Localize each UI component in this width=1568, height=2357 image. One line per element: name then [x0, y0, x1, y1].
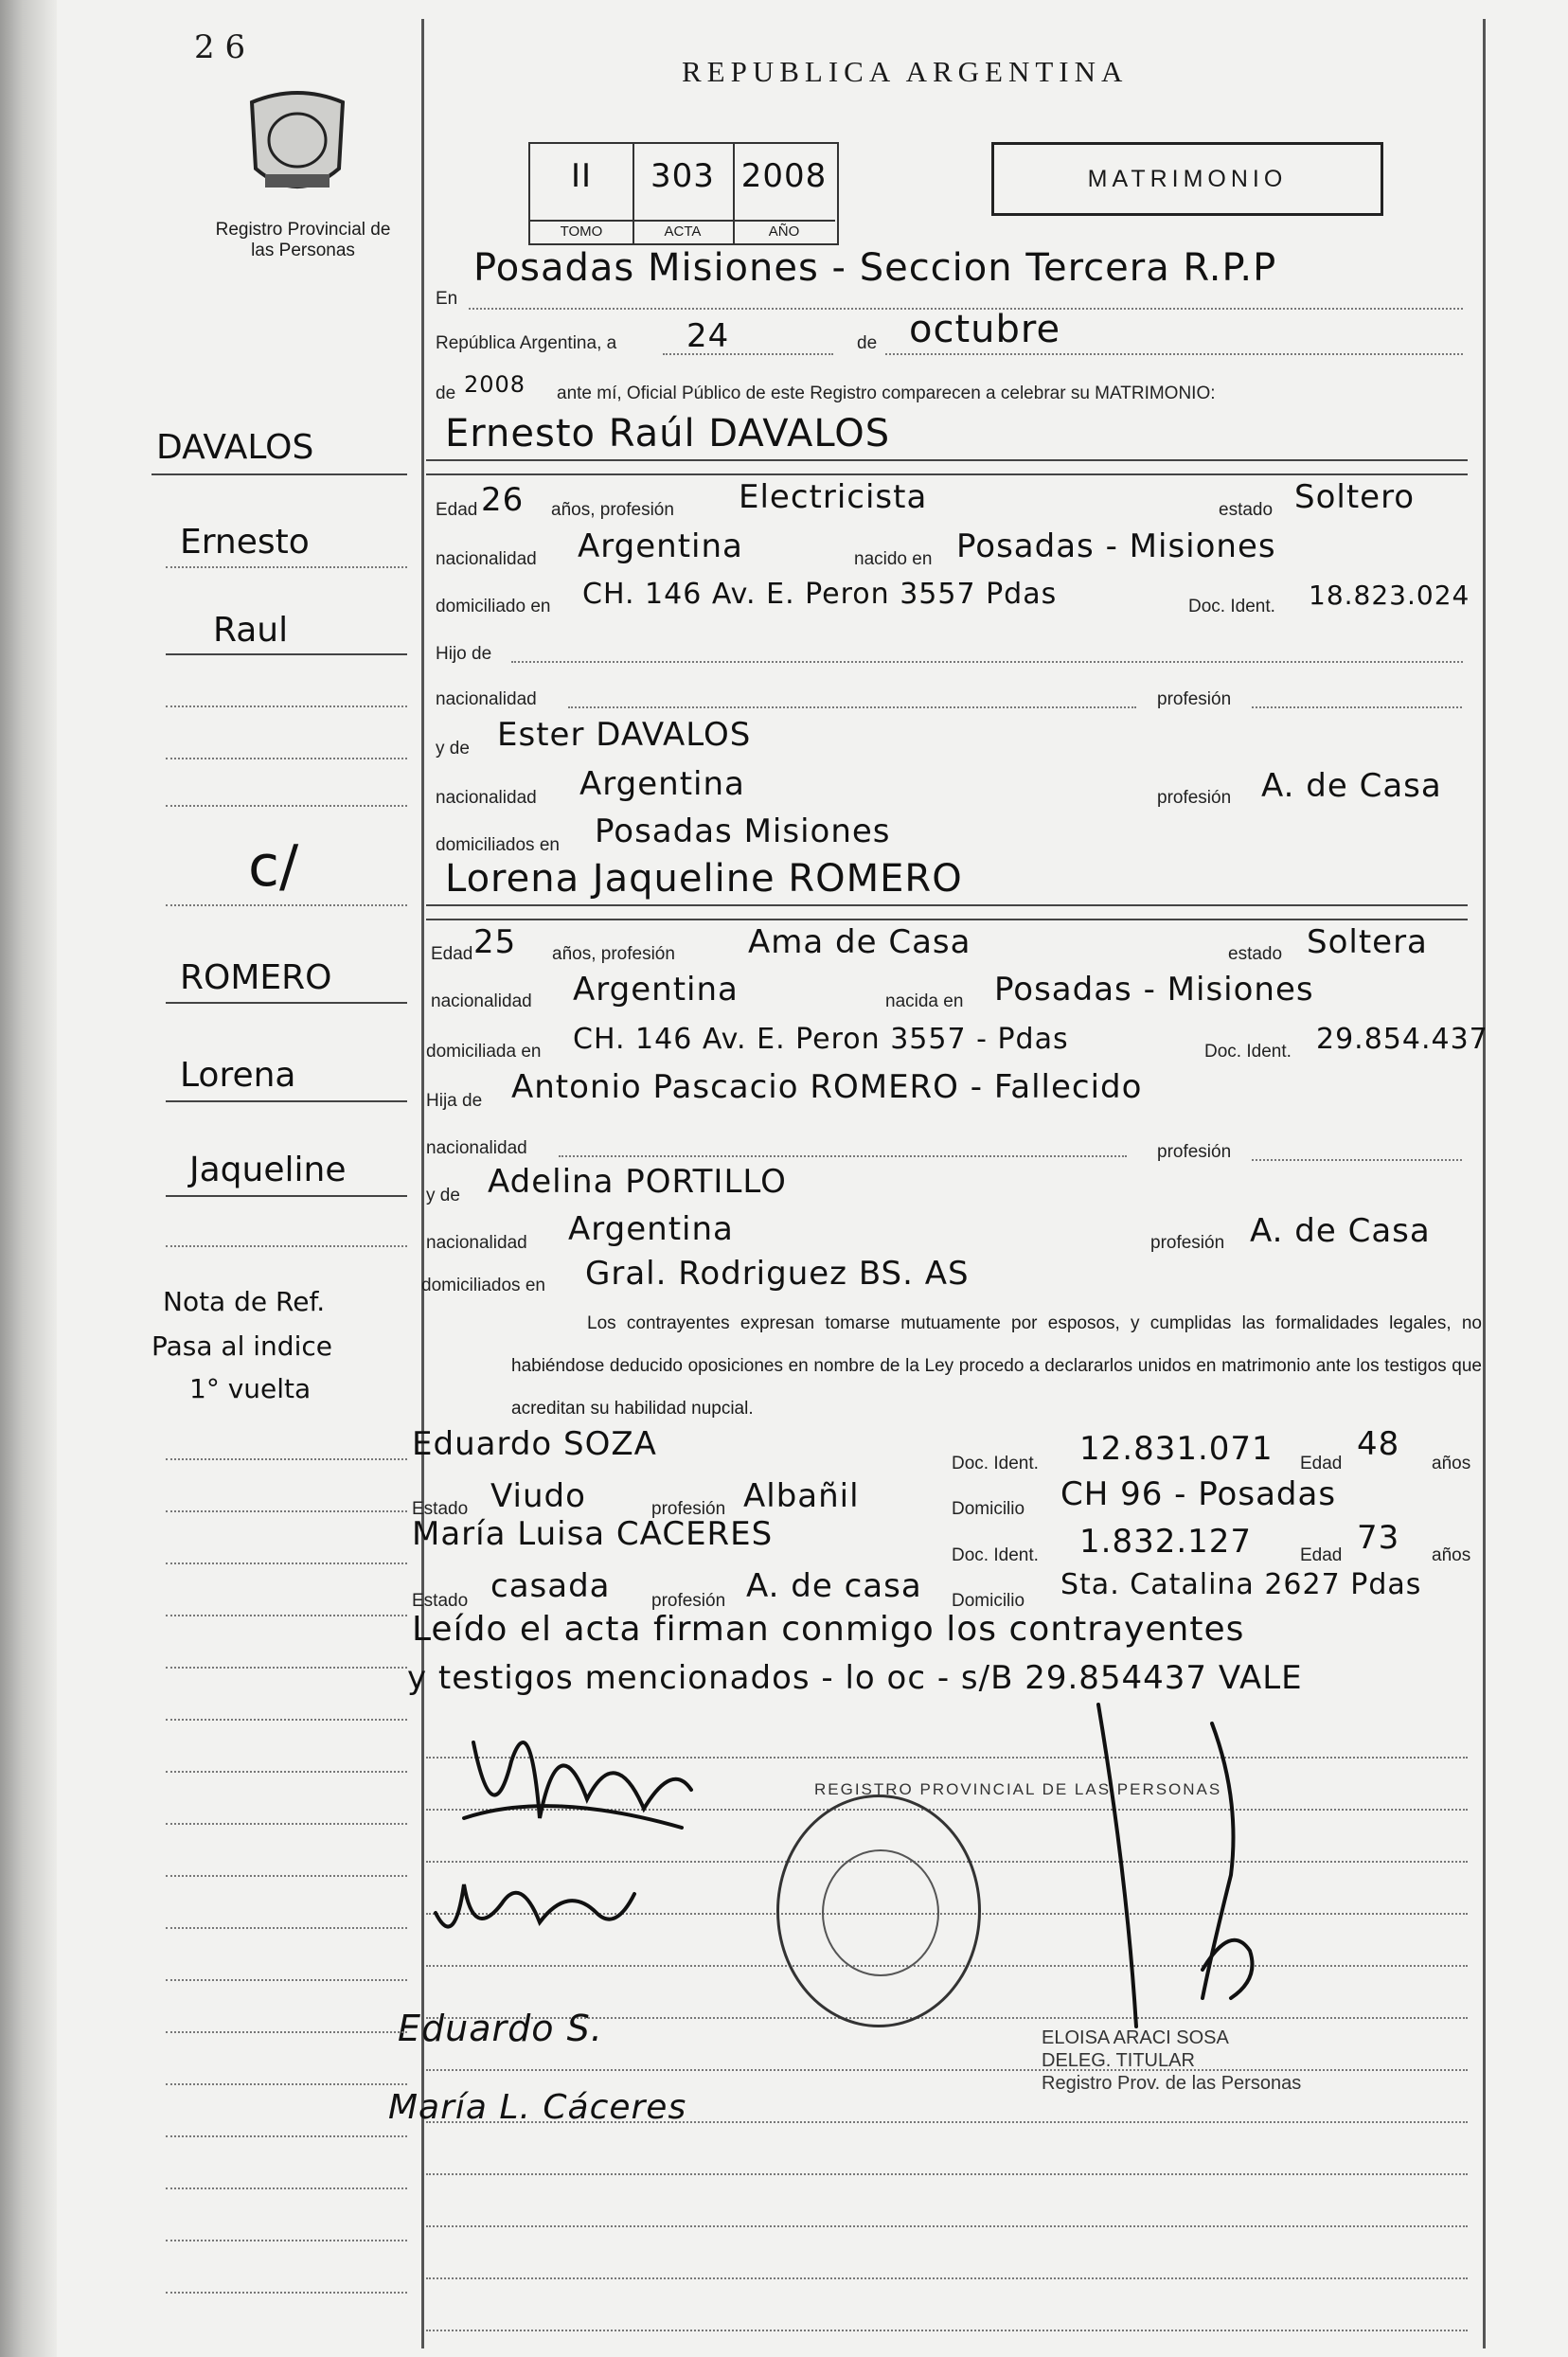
- ano-value: 2008: [740, 157, 828, 195]
- acta-label: ACTA: [633, 220, 733, 240]
- witness2-domicilio-label: Domicilio: [952, 1591, 1025, 1611]
- groom-mother-nationality: Argentina: [579, 765, 745, 803]
- official-title: DELEG. TITULAR: [1042, 2050, 1195, 2071]
- year-value: 2008: [464, 371, 526, 398]
- groom-name-rule-2: [426, 473, 1468, 475]
- witness2-estado-label: Estado: [412, 1591, 469, 1611]
- acta-cell: [633, 144, 735, 243]
- bride-civil-status: Soltera: [1307, 923, 1428, 961]
- bride-profession: Ama de Casa: [748, 923, 971, 961]
- month-value: octubre: [909, 308, 1061, 351]
- groom-anos-label: años, profesión: [551, 500, 674, 520]
- groom-parents-address: Posadas Misiones: [595, 812, 891, 850]
- republic-label: República Argentina, a: [436, 333, 617, 353]
- bride-mother-profession: A. de Casa: [1250, 1212, 1431, 1250]
- record-id-table: [528, 142, 839, 245]
- day-line: [663, 353, 833, 355]
- witness2-civil-status: casada: [490, 1567, 611, 1605]
- bride-mother-prof-label: profesión: [1150, 1233, 1225, 1253]
- bride-address: CH. 146 Av. E. Peron 3557 - Pdas: [573, 1023, 1069, 1056]
- margin-rule: [166, 1927, 407, 1929]
- witness1-doc-label: Doc. Ident.: [952, 1454, 1039, 1473]
- groom-parents-address-label: domiciliados en: [436, 835, 560, 855]
- margin-rule: [166, 1002, 407, 1004]
- groom-age: 26: [481, 481, 525, 519]
- de-label: de: [857, 333, 878, 353]
- groom-father-nat-line: [568, 706, 1136, 708]
- witness2-address: Sta. Catalina 2627 Pdas: [1060, 1568, 1422, 1601]
- witness2-doc-id: 1.832.127: [1079, 1523, 1253, 1561]
- groom-birthplace: Posadas - Misiones: [956, 527, 1276, 565]
- seal-emblem-icon: [822, 1849, 939, 1976]
- declaration-paragraph: [511, 1302, 1482, 1430]
- witness2-profession: A. de casa: [746, 1567, 922, 1605]
- margin-rule: [166, 758, 407, 759]
- bride-doc-id: 29.854.437: [1316, 1023, 1488, 1056]
- bride-doc-label: Doc. Ident.: [1204, 1042, 1292, 1062]
- tomo-value: II: [570, 157, 593, 195]
- witness1-prof-label: profesión: [651, 1499, 726, 1519]
- ruled-line: [426, 2330, 1468, 2331]
- registry-seal: [776, 1795, 981, 2027]
- groom-profession: Electricista: [739, 478, 928, 516]
- bride-anos-label: años, profesión: [552, 944, 675, 964]
- witness1-anos-label: años: [1432, 1454, 1471, 1473]
- bride-parents-address-label: domiciliados en: [421, 1276, 545, 1295]
- groom-mother-label: y de: [436, 739, 470, 759]
- margin-rule: [166, 2240, 407, 2241]
- bride-father-prof-label: profesión: [1157, 1142, 1232, 1162]
- groom-full-name: Ernesto Raúl DAVALOS: [445, 412, 891, 455]
- ruled-line: [426, 2173, 1468, 2175]
- closing-note-line1: Leído el acta firman conmigo los contrayentes: [412, 1610, 1245, 1649]
- official-office: Registro Prov. de las Personas: [1042, 2073, 1302, 2094]
- groom-civil-status: Soltero: [1294, 478, 1416, 516]
- bride-father-prof-line: [1252, 1159, 1462, 1161]
- bride-name-rule: [426, 904, 1468, 906]
- margin-bride-second: Jaqueline: [189, 1151, 347, 1189]
- witness2-anos-label: años: [1432, 1545, 1471, 1565]
- witness1-profession: Albañil: [743, 1477, 860, 1515]
- margin-note-line2: Pasa al indice: [151, 1330, 332, 1362]
- margin-rule: [166, 1195, 407, 1197]
- margin-rule: [166, 705, 407, 707]
- official-signature: [1070, 1686, 1316, 2045]
- groom-father-prof-label: profesión: [1157, 689, 1232, 709]
- tomo-cell: [530, 144, 634, 243]
- witness1-address: CH 96 - Posadas: [1060, 1475, 1337, 1513]
- bride-mother-nat-label: nacionalidad: [426, 1233, 527, 1253]
- groom-age-label: Edad: [436, 500, 478, 520]
- month-line: [885, 353, 1463, 355]
- groom-doc-label: Doc. Ident.: [1188, 597, 1275, 616]
- margin-rule: [166, 2083, 407, 2085]
- en-label: En: [436, 289, 458, 309]
- bride-father-nat-label: nacionalidad: [426, 1138, 527, 1158]
- margin-connector: c/: [248, 833, 299, 900]
- witness2-age: 73: [1357, 1519, 1400, 1557]
- margin-rule: [166, 2292, 407, 2294]
- margin-rule: [166, 805, 407, 807]
- margin-rule: [166, 2031, 407, 2033]
- registry-name: Registro Provincial de las Personas: [215, 220, 391, 260]
- groom-nationality-label: nacionalidad: [436, 549, 537, 569]
- margin-rule: [166, 1615, 407, 1616]
- margin-rule: [166, 1100, 407, 1102]
- margin-rule: [166, 1510, 407, 1512]
- groom-mother-prof-label: profesión: [1157, 788, 1232, 808]
- bride-mother-label: y de: [426, 1186, 460, 1205]
- groom-mother-name: Ester DAVALOS: [497, 716, 752, 754]
- margin-rule: [166, 1562, 407, 1564]
- witness1-edad-label: Edad: [1300, 1454, 1343, 1473]
- margin-rule: [166, 904, 407, 906]
- groom-address-label: domiciliado en: [436, 597, 551, 616]
- witness1-signature: Eduardo S.: [398, 2008, 603, 2049]
- bride-parents-address: Gral. Rodriguez BS. AS: [585, 1255, 970, 1293]
- witness1-domicilio-label: Domicilio: [952, 1499, 1025, 1519]
- day-value: 24: [686, 317, 730, 355]
- groom-father-line: [511, 661, 1463, 663]
- seal-text: REGISTRO PROVINCIAL DE LAS PERSONAS: [814, 1780, 1222, 1798]
- bride-mother-name: Adelina PORTILLO: [488, 1163, 787, 1201]
- bride-birthplace: Posadas - Misiones: [994, 971, 1314, 1009]
- groom-doc-id: 18.823.024: [1309, 580, 1470, 611]
- margin-rule: [166, 1979, 407, 1981]
- margin-groom-second: Raul: [213, 611, 289, 650]
- margin-groom-surname: DAVALOS: [156, 428, 314, 467]
- witness1-name: Eduardo SOZA: [412, 1425, 657, 1463]
- margin-rule: [166, 1823, 407, 1825]
- year-prefix-label: de: [436, 384, 456, 403]
- ruled-line: [426, 2277, 1468, 2279]
- bride-birthplace-label: nacida en: [885, 991, 964, 1011]
- groom-estado-label: estado: [1219, 500, 1274, 520]
- book-binding: [0, 0, 57, 2357]
- margin-rule: [166, 653, 407, 655]
- witness2-prof-label: profesión: [651, 1591, 726, 1611]
- groom-nationality: Argentina: [578, 527, 743, 565]
- groom-address: CH. 146 Av. E. Peron 3557 Pdas: [582, 578, 1058, 611]
- bride-signature: [417, 1856, 644, 1960]
- margin-divider: [421, 19, 424, 2348]
- place-value: Posadas Misiones - Seccion Tercera R.P.P: [473, 246, 1277, 290]
- margin-note-line1: Nota de Ref.: [163, 1286, 326, 1317]
- margin-rule: [151, 473, 407, 475]
- witness2-name: María Luisa CACERES: [412, 1515, 774, 1553]
- bride-hija-label: Hija de: [426, 1091, 483, 1111]
- ruled-line: [426, 2225, 1468, 2227]
- bride-father-name: Antonio Pascacio ROMERO - Fallecido: [511, 1068, 1143, 1106]
- registry-emblem-icon: [244, 83, 350, 205]
- right-border: [1483, 19, 1486, 2348]
- official-stamp: [1042, 2027, 1316, 2095]
- ano-cell: [733, 144, 835, 243]
- official-name: ELOISA ARACI SOSA: [1042, 2027, 1229, 2048]
- witness2-signature: María L. Cáceres: [388, 2088, 687, 2127]
- ante-text: ante mí, Oficial Público de este Registro comparecen a celebrar su MATRIMONIO:: [557, 384, 1216, 403]
- margin-rule: [166, 1875, 407, 1877]
- margin-rule: [166, 1458, 407, 1460]
- document-type-box: MATRIMONIO: [991, 142, 1383, 216]
- groom-mother-profession: A. de Casa: [1261, 767, 1442, 805]
- groom-father-nat-label: nacionalidad: [436, 689, 537, 709]
- acta-value: 303: [650, 157, 715, 195]
- margin-rule: [166, 1245, 407, 1247]
- margin-rule: [166, 2135, 407, 2137]
- groom-father-prof-line: [1252, 706, 1462, 708]
- declaration-text: Los contrayentes expresan tomarse mutuamente por esposos, y cumplidas las formalidades legales, no habiéndose deducido oposiciones en nombre de la Ley procedo a declararlos unidos en matrimonio ante los testigos que acreditan su habilidad nupcial.: [511, 1313, 1482, 1419]
- bride-address-label: domiciliada en: [426, 1042, 542, 1062]
- groom-birthplace-label: nacido en: [854, 549, 933, 569]
- margin-groom-first: Ernesto: [180, 523, 310, 562]
- groom-hijo-label: Hijo de: [436, 644, 492, 664]
- country-heading: REPUBLICA ARGENTINA: [682, 55, 1129, 88]
- margin-rule: [166, 2187, 407, 2189]
- margin-rule: [166, 566, 407, 568]
- bride-nationality-label: nacionalidad: [431, 991, 532, 1011]
- bride-age: 25: [473, 923, 517, 961]
- bride-estado-label: estado: [1228, 944, 1283, 964]
- margin-note-line3: 1° vuelta: [189, 1373, 312, 1404]
- ano-label: AÑO: [733, 220, 835, 240]
- closing-note-line2: y testigos mencionados - lo oc - s/B 29.854437 VALE: [407, 1659, 1303, 1697]
- bride-father-nat-line: [559, 1155, 1127, 1157]
- margin-bride-surname: ROMERO: [180, 958, 332, 997]
- bride-nationality: Argentina: [573, 971, 739, 1009]
- tomo-label: TOMO: [530, 220, 633, 240]
- bride-age-label: Edad: [431, 944, 473, 964]
- page-number: 2 6: [194, 28, 246, 66]
- bride-mother-nationality: Argentina: [568, 1210, 734, 1248]
- bride-full-name: Lorena Jaqueline ROMERO: [445, 857, 963, 901]
- witness1-civil-status: Viudo: [490, 1477, 586, 1515]
- witness1-age: 48: [1357, 1425, 1400, 1463]
- witness1-estado-label: Estado: [412, 1499, 469, 1519]
- groom-mother-nat-label: nacionalidad: [436, 788, 537, 808]
- witness2-edad-label: Edad: [1300, 1545, 1343, 1565]
- groom-name-rule: [426, 459, 1468, 461]
- groom-signature: [454, 1705, 701, 1847]
- witness2-doc-label: Doc. Ident.: [952, 1545, 1039, 1565]
- bride-name-rule-2: [426, 919, 1468, 920]
- margin-rule: [166, 1719, 407, 1721]
- witness1-doc-id: 12.831.071: [1079, 1430, 1274, 1468]
- margin-rule: [166, 1771, 407, 1773]
- margin-bride-first: Lorena: [180, 1056, 296, 1095]
- margin-rule: [166, 1667, 407, 1669]
